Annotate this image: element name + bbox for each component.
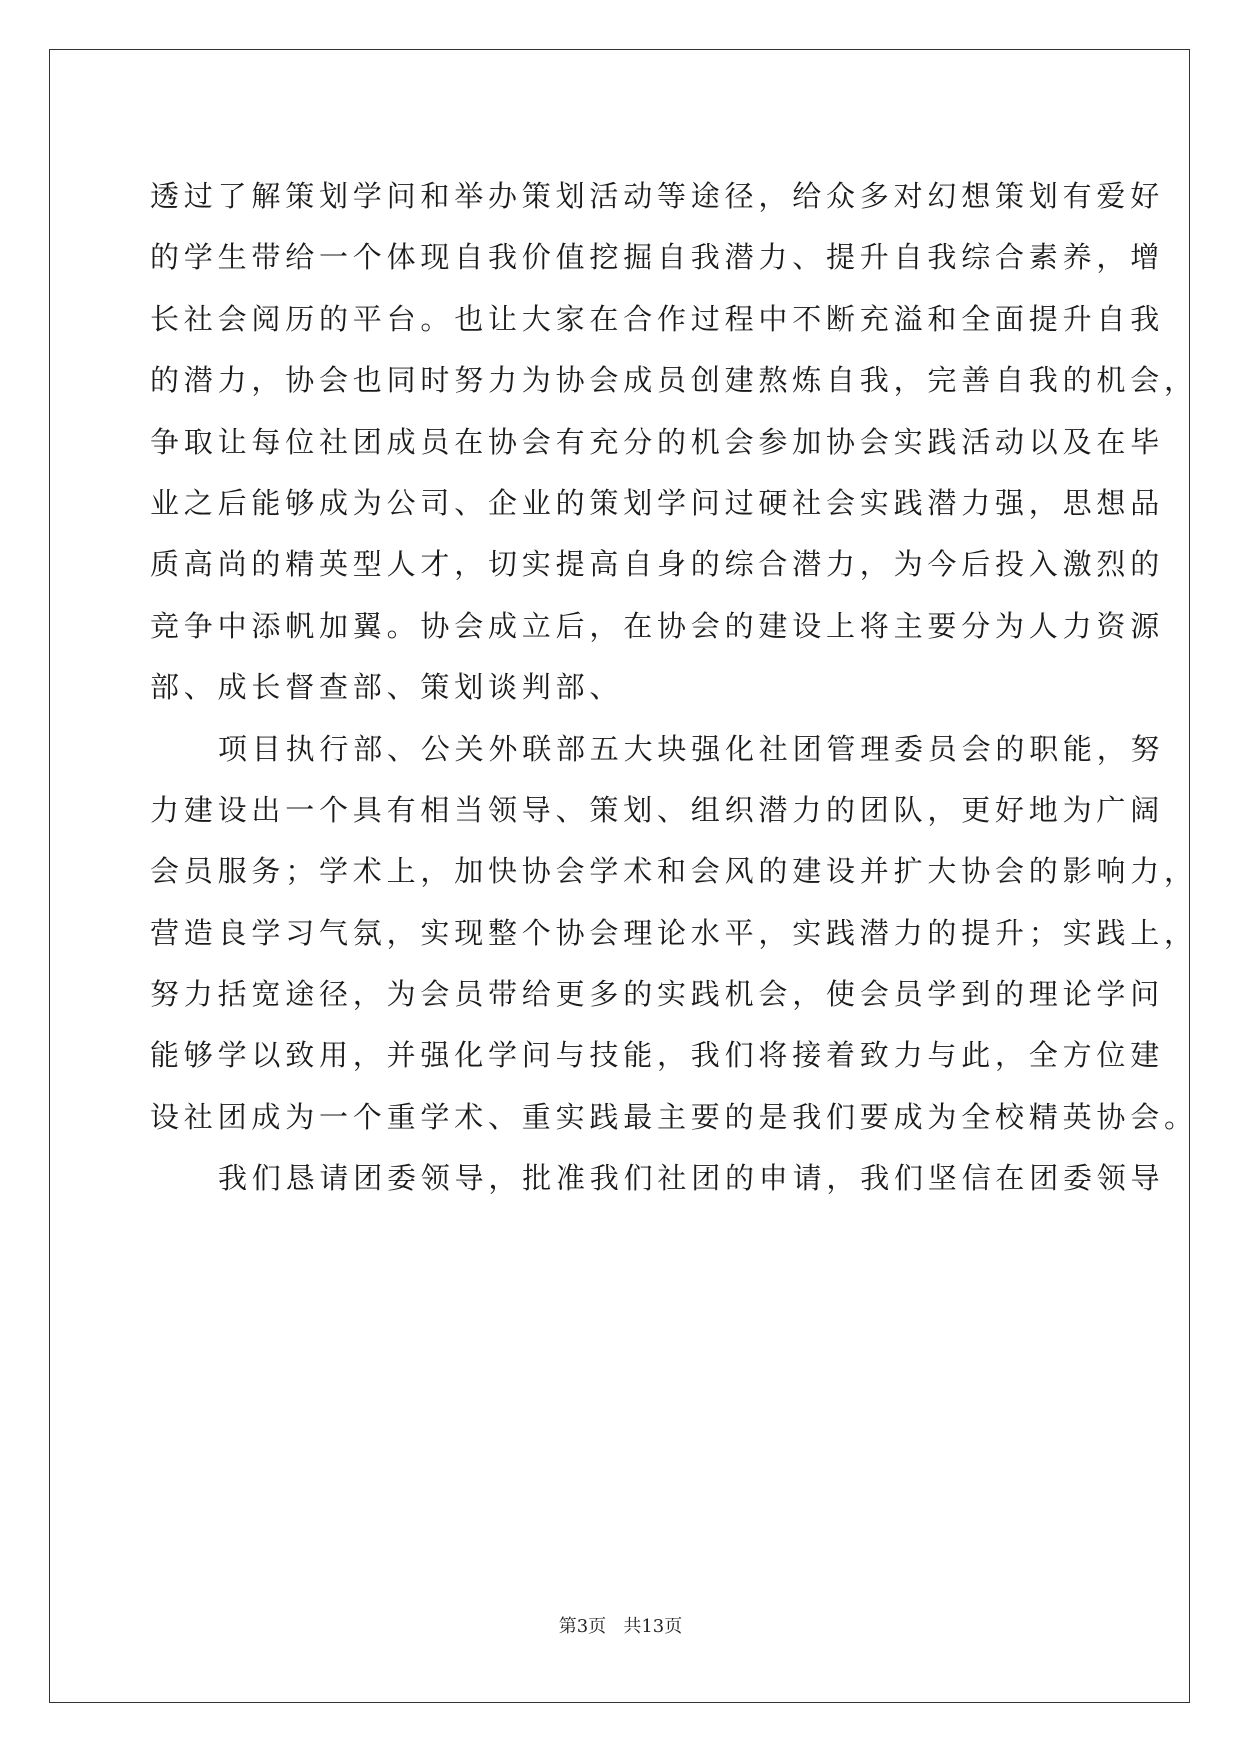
text-line: 会员服务；学术上，加快协会学术和会风的建设并扩大协会的影响力， [150, 854, 1198, 889]
text-line: 努力括宽途径，为会员带给更多的实践机会，使会员学到的理论学问 [150, 977, 1165, 1012]
text-line: 长社会阅历的平台。也让大家在合作过程中不断充溢和全面提升自我 [150, 301, 1165, 336]
text-line: 的学生带给一个体现自我价值挖掘自我潜力、提升自我综合素养，增 [150, 240, 1165, 275]
text-line: 的潜力，协会也同时努力为协会成员创建熬炼自我，完善自我的机会， [150, 363, 1198, 398]
text-line: 我们恳请团委领导，批准我们社团的申请，我们坚信在团委领导 [218, 1161, 1165, 1196]
text-line: 能够学以致用，并强化学问与技能，我们将接着致力与此，全方位建 [150, 1038, 1165, 1073]
document-body [150, 166, 1198, 1210]
text-line: 项目执行部、公关外联部五大块强化社团管理委员会的职能，努 [218, 731, 1165, 766]
text-line: 透过了解策划学问和举办策划活动等途径，给众多对幻想策划有爱好 [150, 179, 1165, 213]
text-line: 设社团成为一个重学术、重实践最主要的是我们要成为全校精英协会。 [150, 1099, 1198, 1134]
text-line: 争取让每位社团成员在协会有充分的机会参加协会实践活动以及在毕 [150, 424, 1165, 459]
text-line: 营造良学习气氛，实现整个协会理论水平，实践潜力的提升；实践上， [150, 915, 1198, 950]
page-number-footer: 第3页 共13页 [558, 1616, 683, 1637]
text-line: 质高尚的精英型人才，切实提高自身的综合潜力，为今后投入激烈的 [150, 547, 1165, 582]
text-line: 竞争中添帆加翼。协会成立后，在协会的建设上将主要分为人力资源 [150, 608, 1165, 643]
text-line: 业之后能够成为公司、企业的策划学问过硬社会实践潜力强，思想品 [150, 485, 1165, 520]
text-line: 部、成长督查部、策划谈判部、 [150, 670, 624, 705]
text-line: 力建设出一个具有相当领导、策划、组织潜力的团队，更好地为广阔 [150, 792, 1165, 827]
